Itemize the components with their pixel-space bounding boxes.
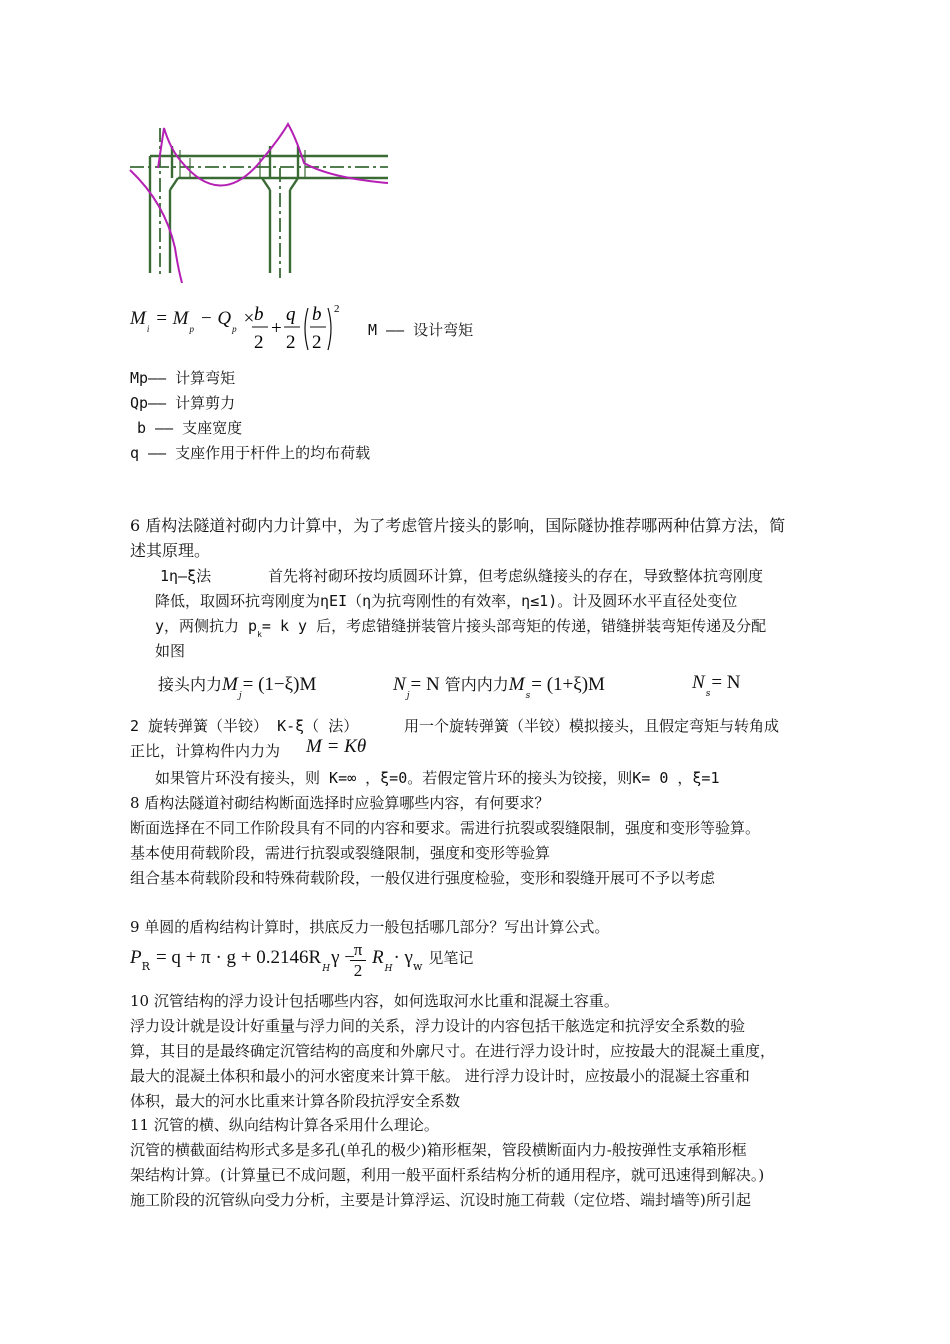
moment-diagram — [120, 118, 400, 283]
q9-note: 见笔记 — [428, 949, 474, 967]
q10-line-4: 体积，最大的河水比重来计算各阶段抗浮安全系数 — [130, 1092, 461, 1110]
svg-text:b: b — [312, 304, 322, 325]
q6-method2-text-1: 用一个旋转弹簧（半铰）模拟接头，且假定弯矩与转角成 — [404, 717, 780, 735]
formula-mi-fractions — [248, 300, 348, 356]
formula-mi-lhs: M — [130, 308, 146, 329]
def-q: q —— 支座作用于杆件上的均布荷载 — [130, 444, 371, 462]
q9-pi-fraction: π 2 — [350, 940, 366, 981]
q9-formula: $P_R = q + \pi \cdot g + 0.2146R_H\gamma$ − — [130, 947, 355, 974]
pipe-n: $N_s= N$ — [692, 672, 741, 699]
q6-title-1: 6 盾构法隧道衬砌内力计算中，为了考虑管片接头的影响，国际隧协推荐哪两种估算方法，简 — [130, 516, 786, 535]
frac-b-num: b — [254, 304, 264, 325]
q10-line-3: 最大的混凝土体积和最小的河水密度来计算干舷。 进行浮力设计时，应按最小的混凝土容重和 — [130, 1067, 750, 1085]
pipe-label: 管内内力 — [444, 675, 509, 694]
q10-line-2: 算，其目的是最终确定沉管结构的高度和外廓尺寸。在进行浮力设计时，应按最大的混凝土重度， — [130, 1042, 776, 1060]
q11-line-1: 沉管的横截面结构形式多是多孔(单孔的极少)箱形框架，管段横断面内力-般按弹性支承箱形框 — [130, 1141, 747, 1159]
q6-method1-text-1: 首先将衬砌环按均质圆环计算，但考虑纵缝接头的存在，导致整体抗弯刚度 — [268, 567, 764, 585]
svg-text:2: 2 — [334, 303, 340, 315]
q8-line-2: 基本使用荷载阶段，需进行抗裂或裂缝限制，强度和变形等验算 — [130, 844, 551, 862]
joint-label: 接头内力 — [158, 675, 223, 694]
q6-title-2: 述其原理。 — [130, 541, 211, 560]
svg-text:q: q — [286, 304, 296, 325]
q10-line-1: 浮力设计就是设计好重量与浮力间的关系，浮力设计的内容包括干舷选定和抗浮安全系数的验 — [130, 1017, 746, 1035]
q8-line-3: 组合基本荷载阶段和特殊荷载阶段，一般仅进行强度检验，变形和裂缝开展可不予以考虑 — [130, 869, 716, 887]
q6-method2-formula: M = Kθ — [306, 736, 367, 757]
q6-method1-text-3: y，两侧抗力 $p_k= k$ y 后，考虑错缝拼装管片接头部弯矩的传递，错缝拼装弯矩传递及分配 — [155, 617, 767, 639]
svg-text:+: + — [271, 318, 282, 339]
formula-mi: $M_i = M_p - Q_p$ × — [130, 308, 256, 334]
q9-formula-tail: $R_H\cdot \gamma_w$ 见笔记 — [372, 947, 474, 974]
q9-title: 9 单圆的盾构结构计算时，拱底反力一般包括哪几部分？写出计算公式。 — [130, 918, 610, 936]
def-mp: Mp—— 计算弯矩 — [130, 369, 236, 387]
svg-text:2: 2 — [312, 332, 322, 353]
q11-line-3: 施工阶段的沉管纵向受力分析，主要是计算浮运、沉设时施工荷载（定位塔、端封墙等)所引起 — [130, 1191, 751, 1209]
q10-title: 10 沉管结构的浮力设计包括哪些内容，如何选取河水比重和混凝土容重。 — [130, 992, 619, 1010]
q6-method2-text-3: 如果管片环没有接头，则 K=∞ ，ξ=0。若假定管片环的接头为铰接，则K= 0 ，ξ=1 — [155, 769, 720, 787]
q6-method2-label: 2 旋转弹簧（半铰） K-ξ（ 法） — [130, 717, 359, 735]
joint-forces-line: 接头内力$M_j= (1-\xi)M$ — [158, 674, 317, 701]
svg-text:2: 2 — [254, 332, 264, 353]
q8-line-1: 断面选择在不同工作阶段具有不同的内容和要求。需进行抗裂或裂缝限制，强度和变形等验算。 — [130, 819, 761, 837]
q11-line-2: 架结构计算。(计算量已不成问题，利用一般平面杆系结构分析的通用程序，就可迅速得到解决。) — [130, 1166, 765, 1184]
q6-method1-text-2: 降低，取圆环抗弯刚度为ηEI（η为抗弯刚性的有效率，η≤1)。计及圆环水平直径处变位 — [155, 592, 738, 610]
svg-text:2: 2 — [286, 332, 296, 353]
q6-method1-text-4: 如图 — [155, 642, 186, 660]
def-b: b —— 支座宽度 — [137, 419, 243, 437]
def-m: M —— 设计弯矩 — [368, 321, 474, 339]
q6-method1-label: 1η—ξ法 — [160, 567, 212, 585]
q11-title: 11 沉管的横、纵向结构计算各采用什么理论。 — [130, 1116, 439, 1134]
joint-n: $N_j= N$ 管内内力$M_s= (1+\xi)M$ — [393, 674, 605, 701]
q8-title: 8 盾构法隧道衬砌结构断面选择时应验算哪些内容，有何要求？ — [130, 794, 550, 812]
def-qp: Qp—— 计算剪力 — [130, 394, 236, 412]
q6-method2-text-2: 正比，计算构件内力为 — [130, 742, 281, 760]
